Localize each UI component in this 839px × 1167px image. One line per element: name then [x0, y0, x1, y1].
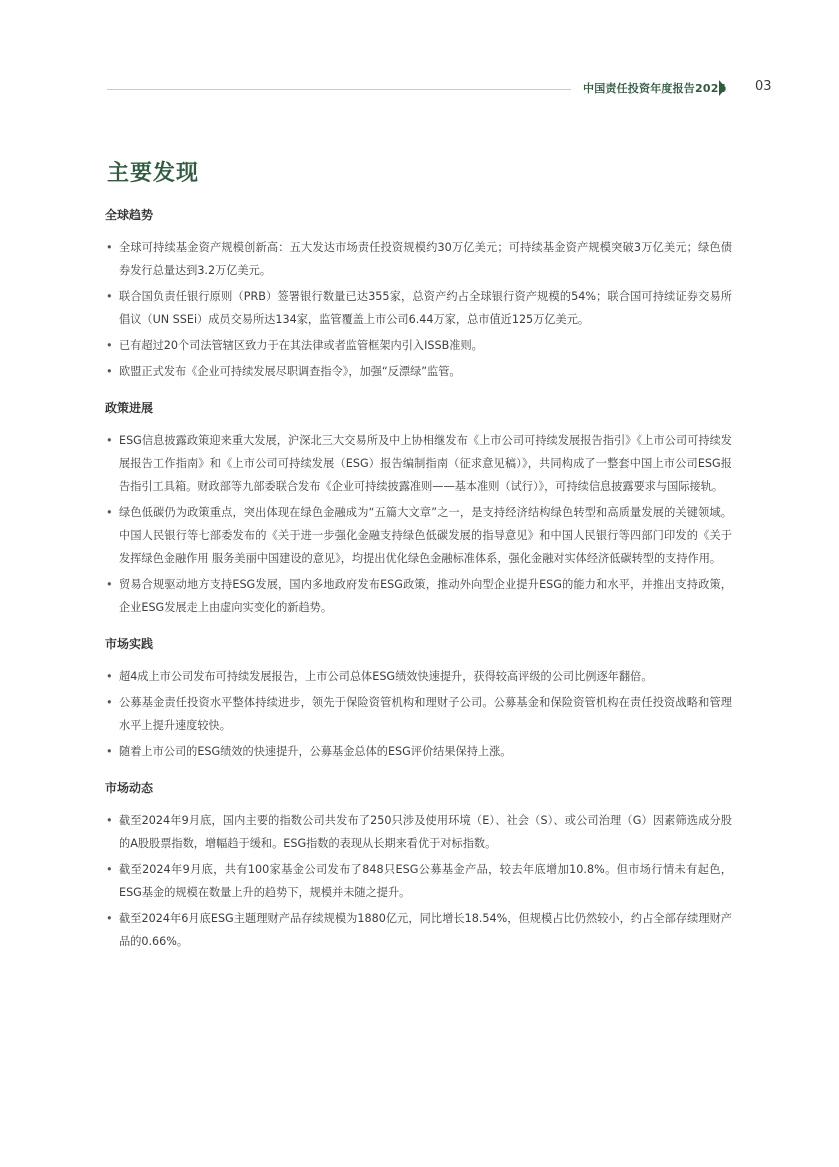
list-item [105, 858, 732, 904]
bullet-dot-icon: • [106, 339, 113, 352]
page-title: 主要发现 [107, 161, 200, 186]
bullet-list [105, 429, 732, 619]
list-item [105, 236, 732, 282]
list-item-text: 截至2024年9月底，共有100家基金公司发布了848只ESG公募基金产品，较去年底增加10.8%。但市场行情未有起色，ESG基金的规模在数量上升的趋势下，规模并未随之提升。 [119, 863, 732, 899]
page-number: 03 [755, 79, 772, 94]
report-title: 中国责任投资年度报告2024 [583, 82, 727, 95]
list-item-text: 绿色低碳仍为政策重点，突出体现在绿色金融成为“五篇大文章”之一，是支持经济结构绿色转型和高质量发展的关键领域。中国人民银行等七部委发布的《关于进一步强化金融支持绿色低碳发展的指导意见》和中国人民银行等四部门印发的《关于发挥绿色金融作用 服务美丽中国建设的意见》，均提出优化绿色金融标准体系，强化金融对实体经济低碳转型的支持作用。 [119, 506, 732, 565]
findings-content [105, 206, 732, 969]
list-item [105, 809, 732, 855]
header-rule [107, 89, 571, 90]
bullet-dot-icon: • [106, 241, 113, 254]
list-item [105, 285, 732, 331]
bullet-list [105, 809, 732, 953]
list-item-text: 超4成上市公司发布可持续发展报告，上市公司总体ESG绩效快速提升，获得较高评级的公司比例逐年翻倍。 [119, 670, 653, 683]
list-item [105, 334, 732, 357]
section-heading: 市场实践 [105, 637, 154, 651]
list-item [105, 691, 732, 737]
list-item [105, 665, 732, 688]
list-item-text: 截至2024年9月底，国内主要的指数公司共发布了250只涉及使用环境（E）、社会（S）、或公司治理（G）因素筛选成分股的A股股票指数，增幅趋于缓和。ESG指数的表现从长期来看优于对标指数。 [119, 814, 732, 850]
bullet-dot-icon: • [106, 814, 113, 827]
list-item [105, 360, 732, 383]
findings-section [105, 206, 732, 383]
list-item-text: 贸易合规驱动地方支持ESG发展，国内多地政府发布ESG政策，推动外向型企业提升ESG的能力和水平，并推出支持政策，企业ESG发展走上由虚向实变化的新趋势。 [119, 578, 732, 614]
bullet-list [105, 665, 732, 763]
list-item [105, 907, 732, 953]
bullet-dot-icon: • [106, 912, 113, 925]
bullet-dot-icon: • [106, 506, 113, 519]
section-heading: 全球趋势 [105, 208, 154, 222]
list-item-text: 联合国负责任银行原则（PRB）签署银行数量已达355家，总资产约占全球银行资产规模的54%；联合国可持续证券交易所倡议（UN SSEi）成员交易所达134家，监管覆盖上市公司6.44万家，总市值近125万亿美元。 [119, 290, 732, 326]
bullet-dot-icon: • [106, 290, 113, 303]
bullet-list [105, 236, 732, 383]
list-item [105, 740, 732, 763]
bullet-dot-icon: • [106, 434, 113, 447]
bullet-dot-icon: • [106, 696, 113, 709]
page-header [107, 78, 773, 100]
list-item-text: 随着上市公司的ESG绩效的快速提升，公募基金总体的ESG评价结果保持上涨。 [119, 745, 512, 758]
findings-section [105, 635, 732, 763]
list-item [105, 573, 732, 619]
findings-section [105, 779, 732, 953]
bullet-dot-icon: • [106, 365, 113, 378]
section-heading: 市场动态 [105, 781, 154, 795]
list-item-text: ESG信息披露政策迎来重大发展，沪深北三大交易所及中上协相继发布《上市公司可持续发展报告指引》《上市公司可持续发展报告工作指南》和《上市公司可持续发展（ESG）报告编制指南（征求意见稿）》，共同构成了一整套中国上市公司ESG报告指引工具箱。财政部等九部委联合发布《企业可持续披露准则——基本准则（试行）》，可持续信息披露要求与国际接轨。 [119, 434, 732, 493]
list-item-text: 全球可持续基金资产规模创新高：五大发达市场责任投资规模约30万亿美元；可持续基金资产规模突破3万亿美元；绿色债券发行总量达到3.2万亿美元。 [119, 241, 732, 277]
list-item-text: 欧盟正式发布《企业可持续发展尽职调查指令》，加强“反漂绿”监管。 [119, 365, 461, 378]
bullet-dot-icon: • [106, 578, 113, 591]
bullet-dot-icon: • [106, 670, 113, 683]
list-item-text: 已有超过20个司法管辖区致力于在其法律或者监管框架内引入ISSB准则。 [119, 339, 483, 352]
chevron-right-icon [719, 80, 726, 96]
list-item-text: 截至2024年6月底ESG主题理财产品存续规模为1880亿元，同比增长18.54%，但规模占比仍然较小，约占全部存续理财产品的0.66%。 [119, 912, 732, 948]
section-heading: 政策进展 [105, 401, 154, 415]
list-item [105, 501, 732, 570]
findings-section [105, 399, 732, 619]
bullet-dot-icon: • [106, 863, 113, 876]
list-item [105, 429, 732, 498]
bullet-dot-icon: • [106, 745, 113, 758]
list-item-text: 公募基金责任投资水平整体持续进步，领先于保险资管机构和理财子公司。公募基金和保险资管机构在责任投资战略和管理水平上提升速度较快。 [119, 696, 732, 732]
